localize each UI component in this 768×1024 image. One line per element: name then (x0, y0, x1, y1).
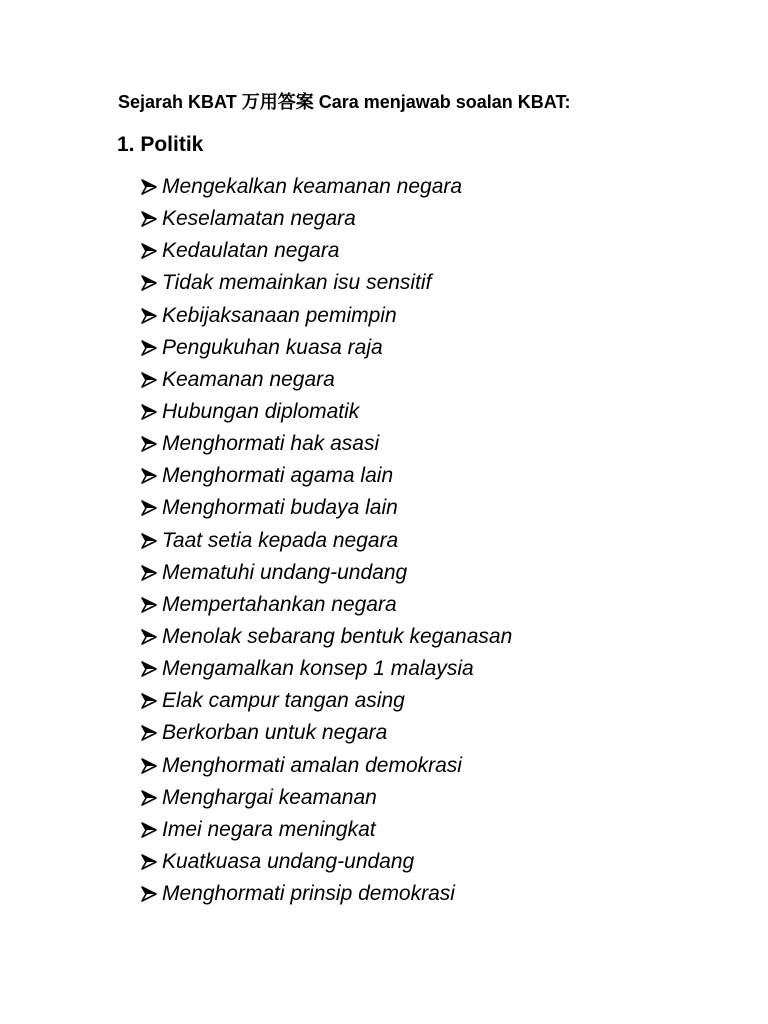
arrow-bullet-icon (140, 274, 158, 292)
list-item (140, 878, 512, 910)
list-item (140, 428, 512, 460)
list-item-text: Kuatkuasa undang-undang (162, 850, 415, 874)
list-item (140, 717, 512, 749)
list-item (140, 621, 512, 653)
arrow-bullet-icon (140, 885, 158, 903)
list-item-text: Menolak sebarang bentuk keganasan (162, 625, 513, 649)
arrow-bullet-icon (140, 853, 158, 871)
list-item (140, 492, 512, 524)
arrow-bullet-icon (140, 532, 158, 550)
list-item (140, 589, 512, 621)
list-item (140, 364, 512, 396)
list-item (140, 332, 512, 364)
list-item-text: Mematuhi undang-undang (162, 560, 408, 584)
list-item (140, 300, 512, 332)
list-item-text: Kedaulatan negara (162, 239, 340, 263)
list-item-text: Hubungan diplomatik (162, 400, 360, 424)
list-item-text: Keselamatan negara (162, 207, 356, 231)
list-item (140, 460, 512, 492)
list-item-text: Menghormati hak asasi (162, 432, 380, 456)
list-item-text: Menghormati agama lain (162, 464, 394, 488)
arrow-bullet-icon (140, 403, 158, 421)
list-item (140, 814, 512, 846)
list-item-text: Menghargai keamanan (162, 785, 377, 809)
list-item (140, 685, 512, 717)
list-item (140, 557, 512, 589)
list-item-text: Menghormati prinsip demokrasi (162, 882, 455, 906)
arrow-bullet-icon (140, 724, 158, 742)
arrow-bullet-icon (140, 628, 158, 646)
list-item (140, 525, 512, 557)
arrow-bullet-icon (140, 339, 158, 357)
arrow-bullet-icon (140, 307, 158, 325)
arrow-bullet-icon (140, 210, 158, 228)
list-item-text: Taat setia kepada negara (162, 528, 399, 552)
list-item-text: Mengamalkan konsep 1 malaysia (162, 657, 474, 681)
list-item-text: Keamanan negara (162, 367, 335, 391)
list-item-text: Imei negara meningkat (162, 817, 376, 841)
arrow-bullet-icon (140, 757, 158, 775)
list-item (140, 750, 512, 782)
list-item (140, 203, 512, 235)
politik-bullet-list (140, 171, 512, 910)
arrow-bullet-icon (140, 660, 158, 678)
list-item-text: Mengekalkan keamanan negara (162, 175, 463, 199)
section-heading-politik: 1. Politik (117, 133, 204, 156)
arrow-bullet-icon (140, 821, 158, 839)
list-item (140, 396, 512, 428)
arrow-bullet-icon (140, 499, 158, 517)
list-item-text: Berkorban untuk negara (162, 721, 388, 745)
arrow-bullet-icon (140, 596, 158, 614)
list-item (140, 846, 512, 878)
arrow-bullet-icon (140, 242, 158, 260)
list-item-text: Menghormati amalan demokrasi (162, 753, 462, 777)
arrow-bullet-icon (140, 789, 158, 807)
list-item (140, 267, 512, 299)
arrow-bullet-icon (140, 435, 158, 453)
arrow-bullet-icon (140, 178, 158, 196)
list-item-text: Menghormati budaya lain (162, 496, 398, 520)
arrow-bullet-icon (140, 467, 158, 485)
list-item-text: Tidak memainkan isu sensitif (162, 271, 432, 295)
list-item (140, 235, 512, 267)
list-item (140, 782, 512, 814)
list-item (140, 171, 512, 203)
arrow-bullet-icon (140, 371, 158, 389)
arrow-bullet-icon (140, 692, 158, 710)
list-item-text: Mempertahankan negara (162, 592, 397, 616)
arrow-bullet-icon (140, 564, 158, 582)
list-item (140, 653, 512, 685)
list-item-text: Elak campur tangan asing (162, 689, 405, 713)
document-title: Sejarah KBAT 万用答案 Cara menjawab soalan KBAT: (118, 92, 571, 112)
list-item-text: Kebijaksanaan pemimpin (162, 303, 397, 327)
list-item-text: Pengukuhan kuasa raja (162, 335, 383, 359)
